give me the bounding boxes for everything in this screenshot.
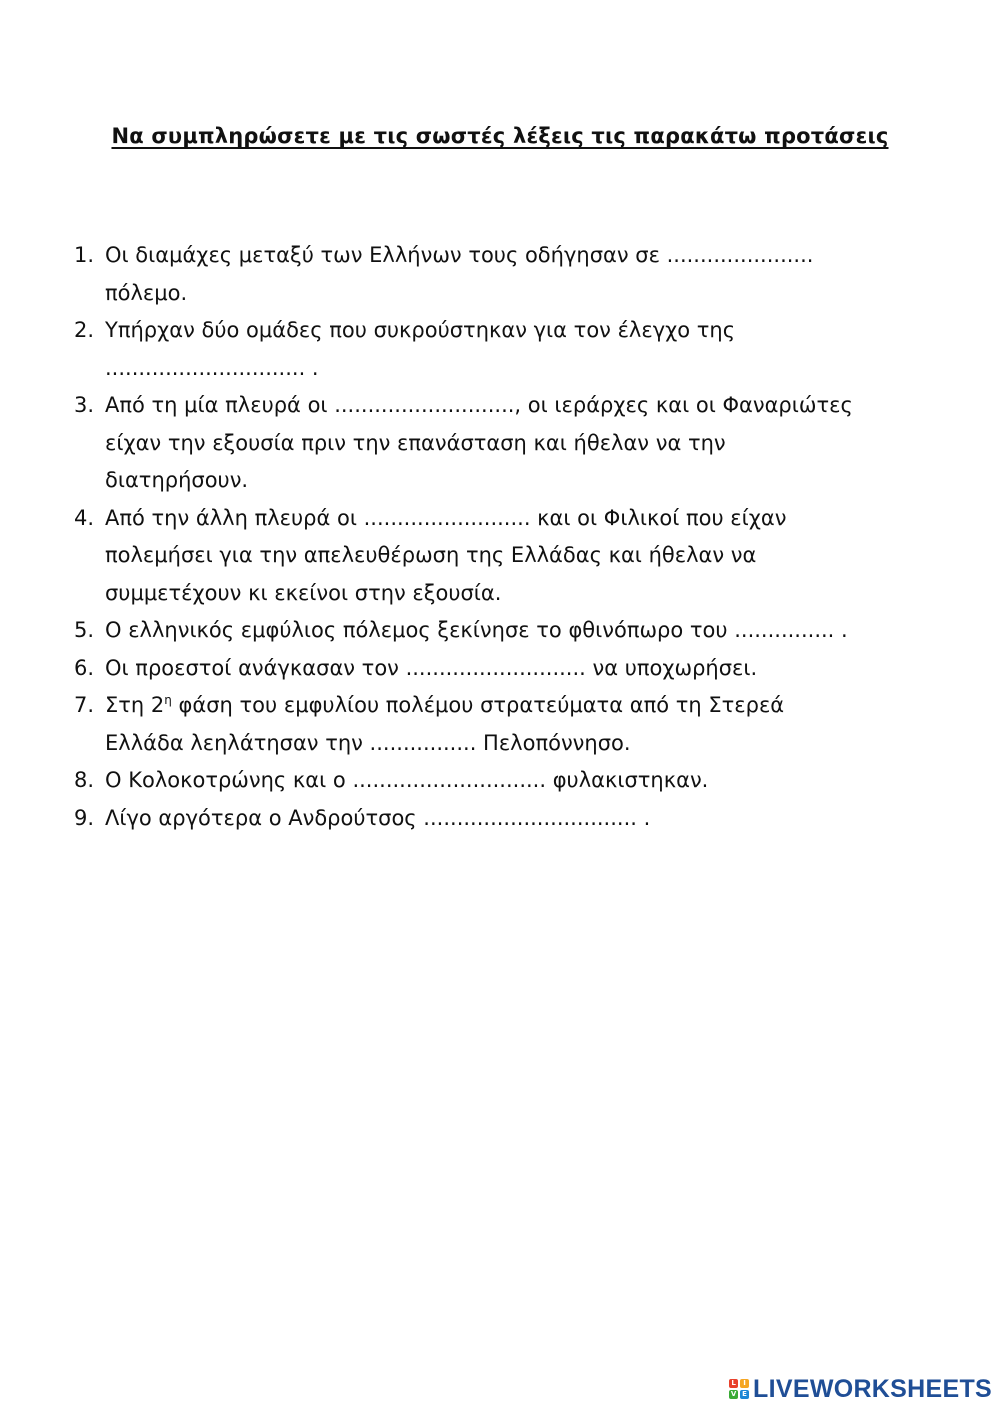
question-number: 2. [74,318,95,342]
superscript-eta: η [164,693,172,707]
question-text-line: πολεμήσει για την απελευθέρωση της Ελλάδας και ήθελαν να [105,543,757,567]
question-text-line: Στη 2 [105,693,165,717]
question-text-line: διατηρήσουν. [105,468,249,492]
liveworksheets-logo [729,1369,992,1409]
question-item-8 [74,762,954,800]
question-text-line: Ο Κολοκοτρώνης και ο ............................. φυλακιστηκαν. [105,768,709,792]
question-number: 3. [74,393,95,417]
logo-brand-text: LIVEWORKSHEETS [753,1374,992,1403]
logo-tile: I [740,1379,749,1388]
logo-tile: V [730,1390,737,1398]
question-number: 5. [74,618,95,642]
question-text-line: φάση του εμφυλίου πολέμου στρατεύματα από τη Στερεά [171,693,785,717]
question-number: 4. [74,505,95,530]
worksheet-title: Να συμπληρώσετε με τις σωστές λέξεις τις παρακάτω προτάσεις [111,124,889,148]
question-list [74,237,954,837]
question-number: 7. [74,693,95,717]
question-item-5 [74,612,954,650]
question-item-4 [74,500,954,613]
question-text-line: .............................. . [105,355,319,380]
question-item-7 [74,687,954,762]
question-text-line: Υπήρχαν δύο ομάδες που συκρούστηκαν για τον έλεγχο της [105,318,736,342]
question-text-line: Ελλάδα λεηλάτησαν την ................ Πελοπόννησο. [105,730,631,755]
question-item-2 [74,312,954,387]
question-item-1 [74,237,954,312]
question-text-line: Από τη μία πλευρά οι ..........................., οι ιεράρχες και οι Φαναριώτες [105,393,853,417]
question-text-line: Λίγο αργότερα ο Ανδρούτσος ................................ . [105,805,651,830]
question-number: 9. [74,805,95,830]
question-text-line: Από την άλλη πλευρά οι ......................... και οι Φιλικοί που είχαν [105,505,787,530]
question-text-line: Οι προεστοί ανάγκασαν τον ........................... να υποχωρήσει. [105,655,758,680]
question-item-9 [74,800,954,838]
question-text-line: Οι διαμάχες μεταξύ των Ελλήνων τους οδήγησαν σε ...................... [105,243,814,267]
question-number: 1. [74,243,95,267]
question-item-3 [74,387,954,500]
question-text-line: Ο ελληνικός εμφύλιος πόλεμος ξεκίνησε το φθινόπωρο του ............... . [105,618,848,642]
question-text-line: συμμετέχουν κι εκείνοι στην εξουσία. [105,580,502,605]
logo-tile: L [729,1379,738,1388]
question-text-line: είχαν την εξουσία πριν την επανάσταση και ήθελαν να την [105,430,726,455]
question-text-line: πόλεμο. [105,280,188,305]
question-number: 6. [74,655,95,680]
logo-tile: E [740,1390,749,1399]
question-item-6 [74,650,954,688]
question-number: 8. [74,768,95,792]
logo-mark-icon [729,1379,749,1399]
